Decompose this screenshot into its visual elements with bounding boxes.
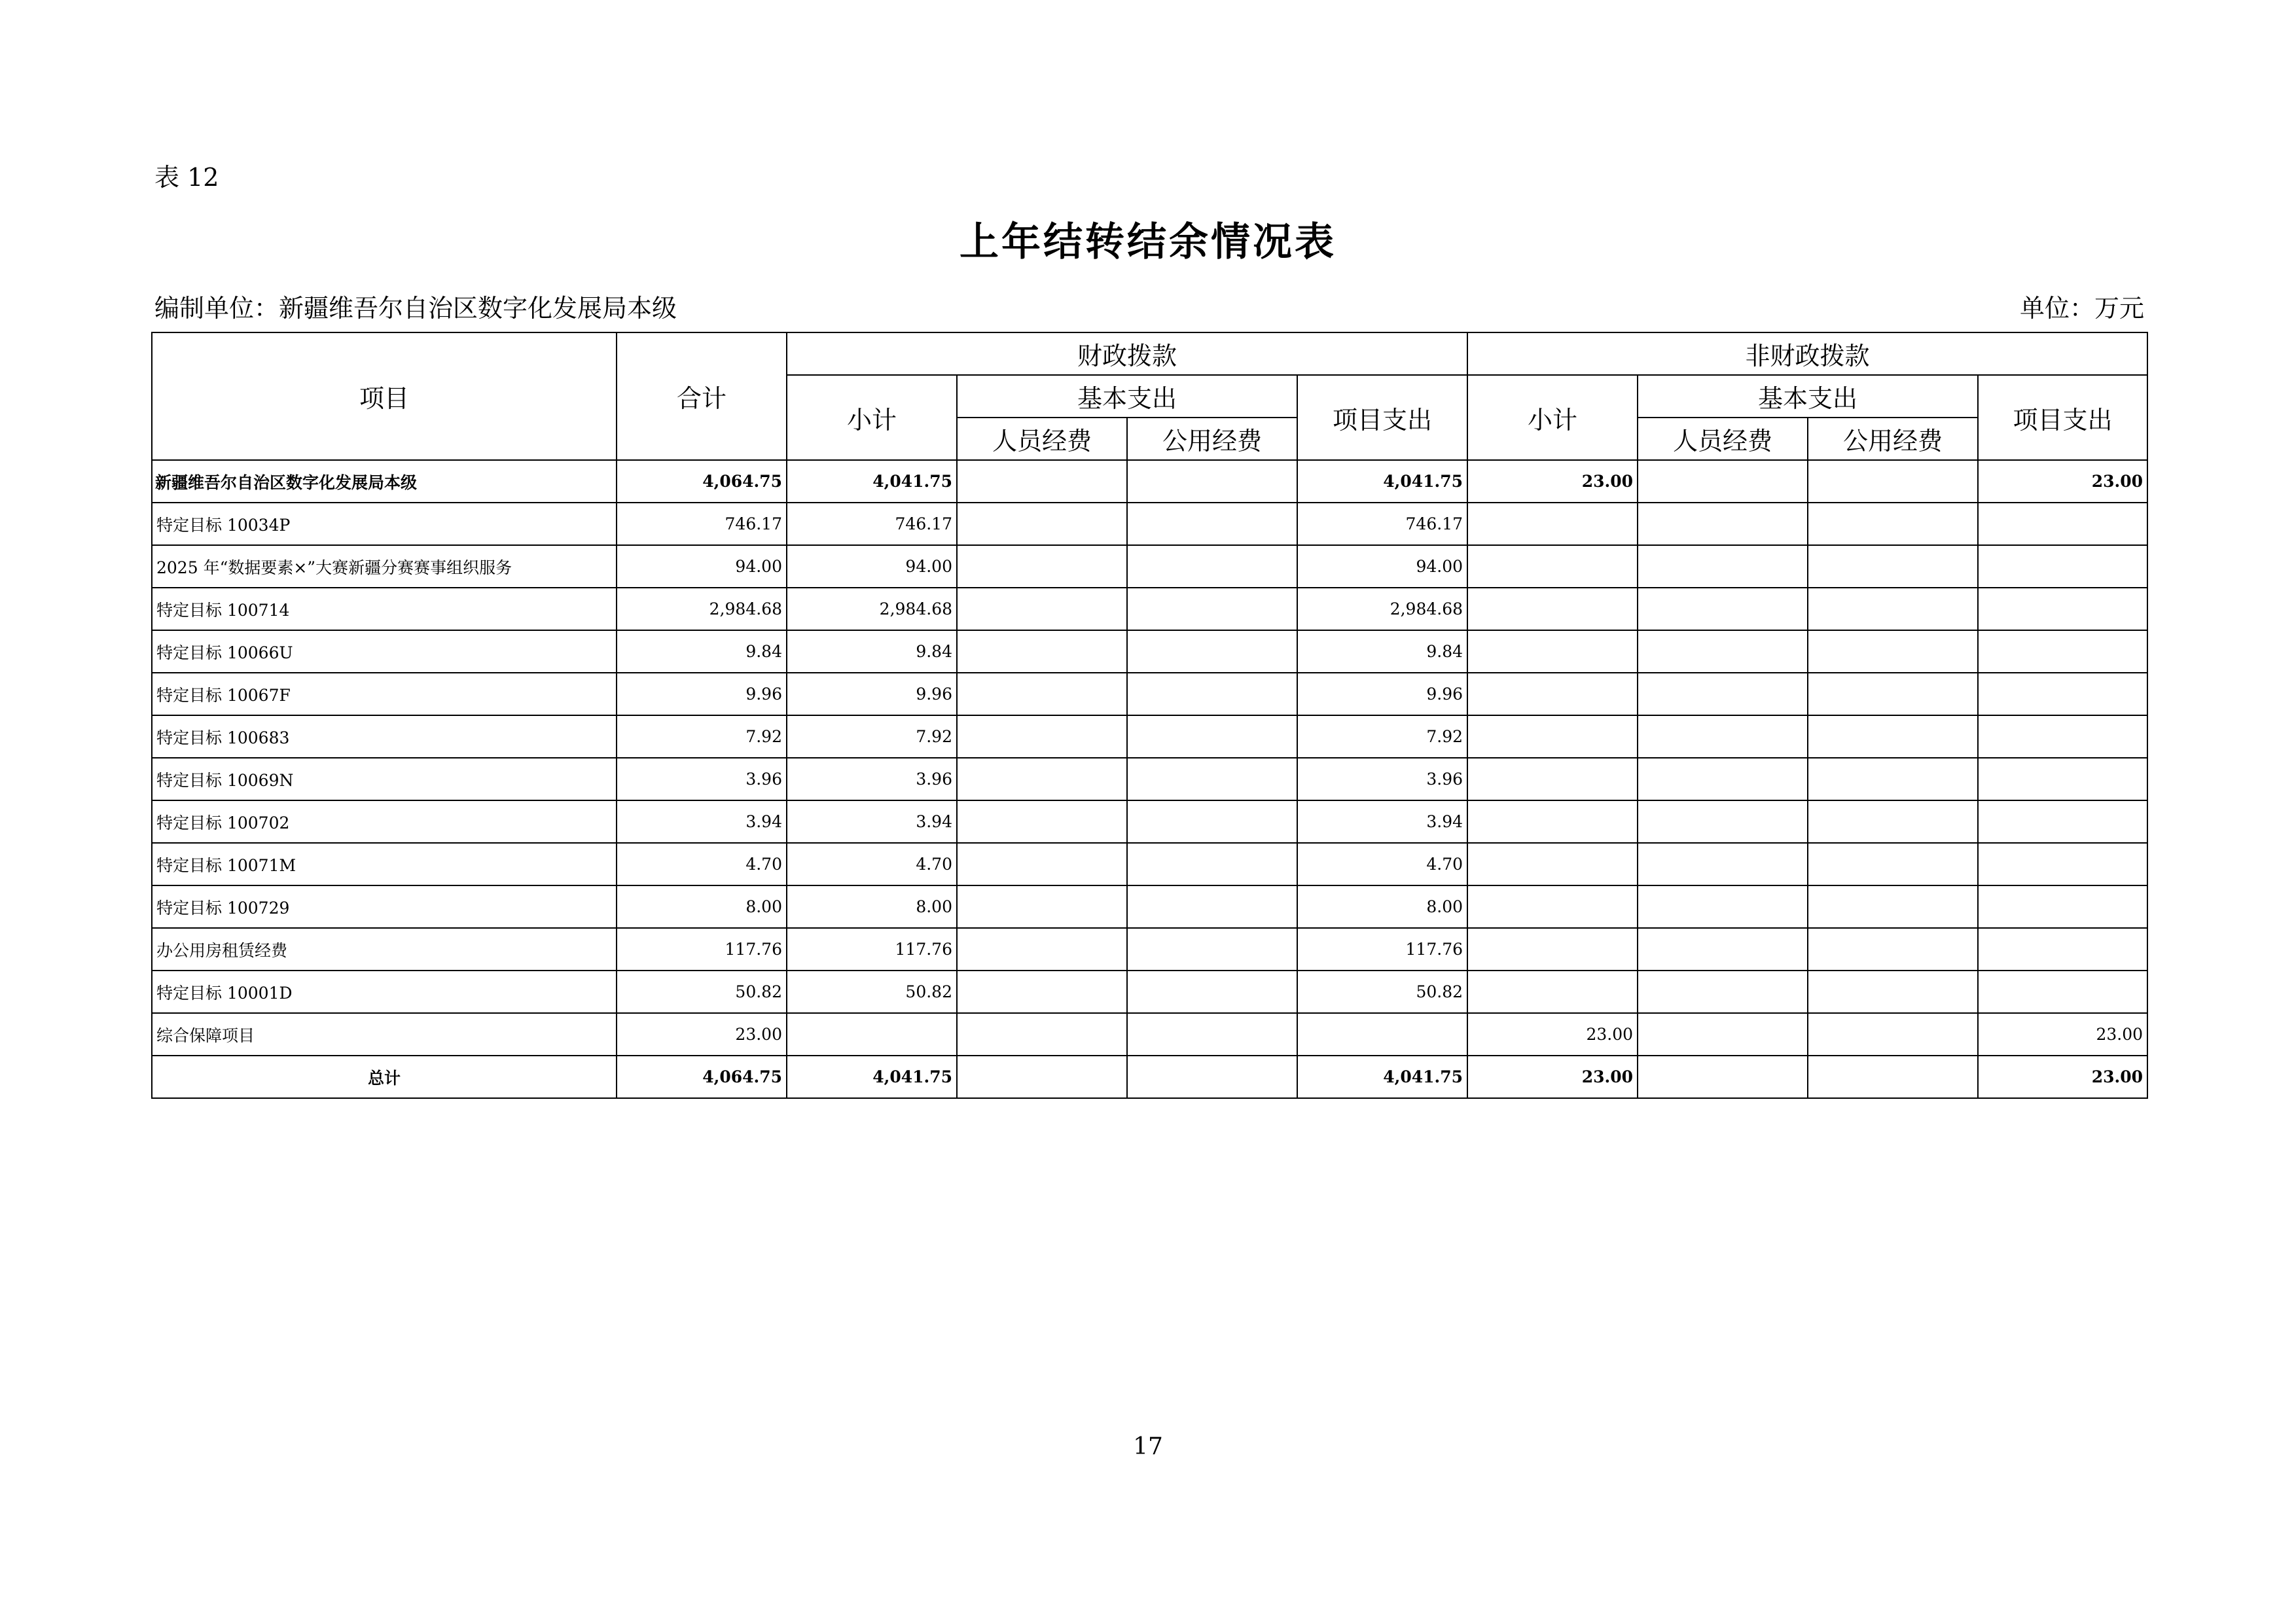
nonfiscal-project-cell: 23.00	[1978, 1056, 2147, 1098]
fiscal-subtotal-cell: 50.82	[787, 971, 957, 1013]
nonfiscal-personnel-cell	[1638, 1056, 1808, 1098]
fiscal-personnel-cell	[957, 843, 1127, 885]
nonfiscal-public-cell	[1808, 630, 1978, 673]
fiscal-public-cell	[1127, 715, 1297, 758]
item-cell: 新疆维吾尔自治区数字化发展局本级	[152, 460, 617, 503]
fiscal-project-cell: 9.84	[1297, 630, 1467, 673]
item-cell: 特定目标 100714	[152, 588, 617, 630]
header-fiscal-subtotal: 小计	[787, 375, 957, 460]
fiscal-public-cell	[1127, 928, 1297, 971]
total-cell: 23.00	[617, 1013, 787, 1056]
table-row	[152, 588, 2147, 630]
item-cell: 综合保障项目	[152, 1013, 617, 1056]
table-row	[152, 545, 2147, 588]
fiscal-project-cell: 4,041.75	[1297, 460, 1467, 503]
fiscal-public-cell	[1127, 588, 1297, 630]
table-body	[152, 460, 2147, 1098]
nonfiscal-public-cell	[1808, 928, 1978, 971]
nonfiscal-subtotal-cell	[1467, 843, 1638, 885]
nonfiscal-project-cell	[1978, 885, 2147, 928]
fiscal-subtotal-cell	[787, 1013, 957, 1056]
nonfiscal-public-cell	[1808, 1013, 1978, 1056]
fiscal-subtotal-cell: 3.96	[787, 758, 957, 800]
item-cell: 特定目标 100729	[152, 885, 617, 928]
nonfiscal-public-cell	[1808, 715, 1978, 758]
nonfiscal-public-cell	[1808, 545, 1978, 588]
item-cell: 特定目标 10067F	[152, 673, 617, 715]
fiscal-public-cell	[1127, 971, 1297, 1013]
fiscal-public-cell	[1127, 503, 1297, 545]
fiscal-personnel-cell	[957, 971, 1127, 1013]
nonfiscal-project-cell	[1978, 758, 2147, 800]
header-fiscal-basic: 基本支出	[957, 375, 1297, 418]
fiscal-subtotal-cell: 117.76	[787, 928, 957, 971]
nonfiscal-public-cell	[1808, 503, 1978, 545]
nonfiscal-project-cell	[1978, 503, 2147, 545]
header-nonfiscal-public: 公用经费	[1808, 418, 1978, 460]
fiscal-project-cell: 50.82	[1297, 971, 1467, 1013]
fiscal-public-cell	[1127, 885, 1297, 928]
nonfiscal-project-cell	[1978, 545, 2147, 588]
table-row	[152, 928, 2147, 971]
nonfiscal-personnel-cell	[1638, 928, 1808, 971]
total-cell: 4,064.75	[617, 460, 787, 503]
fiscal-subtotal-cell: 9.84	[787, 630, 957, 673]
item-cell: 特定目标 100683	[152, 715, 617, 758]
nonfiscal-subtotal-cell	[1467, 503, 1638, 545]
fiscal-project-cell: 4.70	[1297, 843, 1467, 885]
fiscal-subtotal-cell: 8.00	[787, 885, 957, 928]
table-row	[152, 971, 2147, 1013]
fiscal-public-cell	[1127, 1013, 1297, 1056]
nonfiscal-public-cell	[1808, 885, 1978, 928]
header-fiscal-public: 公用经费	[1127, 418, 1297, 460]
fiscal-subtotal-cell: 4,041.75	[787, 460, 957, 503]
table-row	[152, 715, 2147, 758]
total-row	[152, 1056, 2147, 1098]
item-cell: 特定目标 100702	[152, 800, 617, 843]
page-title: 上年结转结余情况表	[960, 219, 1336, 265]
fiscal-personnel-cell	[957, 545, 1127, 588]
nonfiscal-project-cell	[1978, 630, 2147, 673]
nonfiscal-public-cell	[1808, 460, 1978, 503]
total-cell: 7.92	[617, 715, 787, 758]
fiscal-public-cell	[1127, 843, 1297, 885]
nonfiscal-subtotal-cell	[1467, 715, 1638, 758]
fiscal-personnel-cell	[957, 885, 1127, 928]
fiscal-public-cell	[1127, 460, 1297, 503]
nonfiscal-subtotal-cell	[1467, 800, 1638, 843]
nonfiscal-personnel-cell	[1638, 800, 1808, 843]
fiscal-project-cell: 746.17	[1297, 503, 1467, 545]
item-cell: 总计	[152, 1056, 617, 1098]
table-row	[152, 630, 2147, 673]
nonfiscal-project-cell	[1978, 588, 2147, 630]
nonfiscal-project-cell	[1978, 843, 2147, 885]
nonfiscal-personnel-cell	[1638, 630, 1808, 673]
fiscal-project-cell: 2,984.68	[1297, 588, 1467, 630]
header-item: 项目	[152, 332, 617, 460]
fiscal-personnel-cell	[957, 758, 1127, 800]
nonfiscal-public-cell	[1808, 758, 1978, 800]
nonfiscal-personnel-cell	[1638, 1013, 1808, 1056]
item-cell: 办公用房租赁经费	[152, 928, 617, 971]
nonfiscal-personnel-cell	[1638, 588, 1808, 630]
nonfiscal-subtotal-cell: 23.00	[1467, 460, 1638, 503]
item-cell: 特定目标 10071M	[152, 843, 617, 885]
fiscal-project-cell: 8.00	[1297, 885, 1467, 928]
item-cell: 特定目标 10069N	[152, 758, 617, 800]
nonfiscal-personnel-cell	[1638, 545, 1808, 588]
nonfiscal-public-cell	[1808, 800, 1978, 843]
fiscal-subtotal-cell: 7.92	[787, 715, 957, 758]
nonfiscal-subtotal-cell	[1467, 673, 1638, 715]
carryover-table	[151, 332, 2148, 1099]
nonfiscal-personnel-cell	[1638, 843, 1808, 885]
nonfiscal-subtotal-cell	[1467, 971, 1638, 1013]
nonfiscal-project-cell	[1978, 673, 2147, 715]
nonfiscal-project-cell	[1978, 800, 2147, 843]
fiscal-project-cell: 4,041.75	[1297, 1056, 1467, 1098]
table-row	[152, 503, 2147, 545]
nonfiscal-personnel-cell	[1638, 885, 1808, 928]
header-fiscal-personnel: 人员经费	[957, 418, 1127, 460]
total-cell: 4.70	[617, 843, 787, 885]
header-total: 合计	[617, 332, 787, 460]
table-row	[152, 1013, 2147, 1056]
table-row	[152, 843, 2147, 885]
table-row	[152, 673, 2147, 715]
table-row	[152, 460, 2147, 503]
nonfiscal-project-cell	[1978, 928, 2147, 971]
total-cell: 8.00	[617, 885, 787, 928]
fiscal-project-cell: 3.94	[1297, 800, 1467, 843]
table-row	[152, 885, 2147, 928]
nonfiscal-personnel-cell	[1638, 673, 1808, 715]
fiscal-personnel-cell	[957, 588, 1127, 630]
fiscal-personnel-cell	[957, 673, 1127, 715]
nonfiscal-public-cell	[1808, 673, 1978, 715]
fiscal-public-cell	[1127, 545, 1297, 588]
item-cell: 特定目标 10066U	[152, 630, 617, 673]
fiscal-project-cell: 117.76	[1297, 928, 1467, 971]
fiscal-subtotal-cell: 4.70	[787, 843, 957, 885]
fiscal-project-cell	[1297, 1013, 1467, 1056]
fiscal-personnel-cell	[957, 928, 1127, 971]
nonfiscal-public-cell	[1808, 588, 1978, 630]
header-nonfiscal-subtotal: 小计	[1467, 375, 1638, 460]
fiscal-project-cell: 94.00	[1297, 545, 1467, 588]
fiscal-personnel-cell	[957, 630, 1127, 673]
nonfiscal-personnel-cell	[1638, 758, 1808, 800]
fiscal-personnel-cell	[957, 800, 1127, 843]
nonfiscal-subtotal-cell	[1467, 545, 1638, 588]
nonfiscal-subtotal-cell: 23.00	[1467, 1056, 1638, 1098]
nonfiscal-personnel-cell	[1638, 503, 1808, 545]
fiscal-project-cell: 9.96	[1297, 673, 1467, 715]
page-number: 17	[1133, 1433, 1163, 1460]
fiscal-public-cell	[1127, 758, 1297, 800]
fiscal-subtotal-cell: 3.94	[787, 800, 957, 843]
header-fiscal-project: 项目支出	[1297, 375, 1467, 460]
total-cell: 2,984.68	[617, 588, 787, 630]
header-nonfiscal-basic: 基本支出	[1638, 375, 1978, 418]
header-fiscal: 财政拨款	[787, 332, 1467, 375]
item-cell: 特定目标 10034P	[152, 503, 617, 545]
header-nonfiscal-project: 项目支出	[1978, 375, 2147, 460]
fiscal-subtotal-cell: 94.00	[787, 545, 957, 588]
nonfiscal-subtotal-cell	[1467, 928, 1638, 971]
fiscal-personnel-cell	[957, 460, 1127, 503]
total-cell: 9.84	[617, 630, 787, 673]
fiscal-public-cell	[1127, 800, 1297, 843]
nonfiscal-public-cell	[1808, 1056, 1978, 1098]
nonfiscal-personnel-cell	[1638, 715, 1808, 758]
fiscal-public-cell	[1127, 630, 1297, 673]
item-cell: 2025 年“数据要素×”大赛新疆分赛赛事组织服务	[152, 545, 617, 588]
table-row	[152, 800, 2147, 843]
total-cell: 94.00	[617, 545, 787, 588]
item-cell: 特定目标 10001D	[152, 971, 617, 1013]
table-row	[152, 758, 2147, 800]
fiscal-subtotal-cell: 4,041.75	[787, 1056, 957, 1098]
header-nonfiscal: 非财政拨款	[1467, 332, 2147, 375]
table-header	[152, 332, 2147, 460]
nonfiscal-subtotal-cell: 23.00	[1467, 1013, 1638, 1056]
nonfiscal-project-cell: 23.00	[1978, 1013, 2147, 1056]
nonfiscal-project-cell: 23.00	[1978, 460, 2147, 503]
total-cell: 3.94	[617, 800, 787, 843]
nonfiscal-subtotal-cell	[1467, 885, 1638, 928]
nonfiscal-subtotal-cell	[1467, 630, 1638, 673]
nonfiscal-public-cell	[1808, 843, 1978, 885]
nonfiscal-personnel-cell	[1638, 460, 1808, 503]
fiscal-project-cell: 3.96	[1297, 758, 1467, 800]
total-cell: 9.96	[617, 673, 787, 715]
total-cell: 3.96	[617, 758, 787, 800]
fiscal-personnel-cell	[957, 1013, 1127, 1056]
total-cell: 746.17	[617, 503, 787, 545]
fiscal-public-cell	[1127, 673, 1297, 715]
compiling-unit: 编制单位：新疆维吾尔自治区数字化发展局本级	[154, 294, 677, 323]
nonfiscal-subtotal-cell	[1467, 588, 1638, 630]
fiscal-personnel-cell	[957, 1056, 1127, 1098]
fiscal-subtotal-cell: 9.96	[787, 673, 957, 715]
fiscal-personnel-cell	[957, 715, 1127, 758]
fiscal-public-cell	[1127, 1056, 1297, 1098]
nonfiscal-project-cell	[1978, 715, 2147, 758]
fiscal-subtotal-cell: 2,984.68	[787, 588, 957, 630]
fiscal-personnel-cell	[957, 503, 1127, 545]
header-nonfiscal-personnel: 人员经费	[1638, 418, 1808, 460]
nonfiscal-public-cell	[1808, 971, 1978, 1013]
table-number: 表 12	[154, 163, 219, 192]
total-cell: 4,064.75	[617, 1056, 787, 1098]
nonfiscal-subtotal-cell	[1467, 758, 1638, 800]
fiscal-project-cell: 7.92	[1297, 715, 1467, 758]
fiscal-subtotal-cell: 746.17	[787, 503, 957, 545]
total-cell: 50.82	[617, 971, 787, 1013]
currency-unit: 单位：万元	[2019, 294, 2144, 323]
nonfiscal-project-cell	[1978, 971, 2147, 1013]
total-cell: 117.76	[617, 928, 787, 971]
nonfiscal-personnel-cell	[1638, 971, 1808, 1013]
